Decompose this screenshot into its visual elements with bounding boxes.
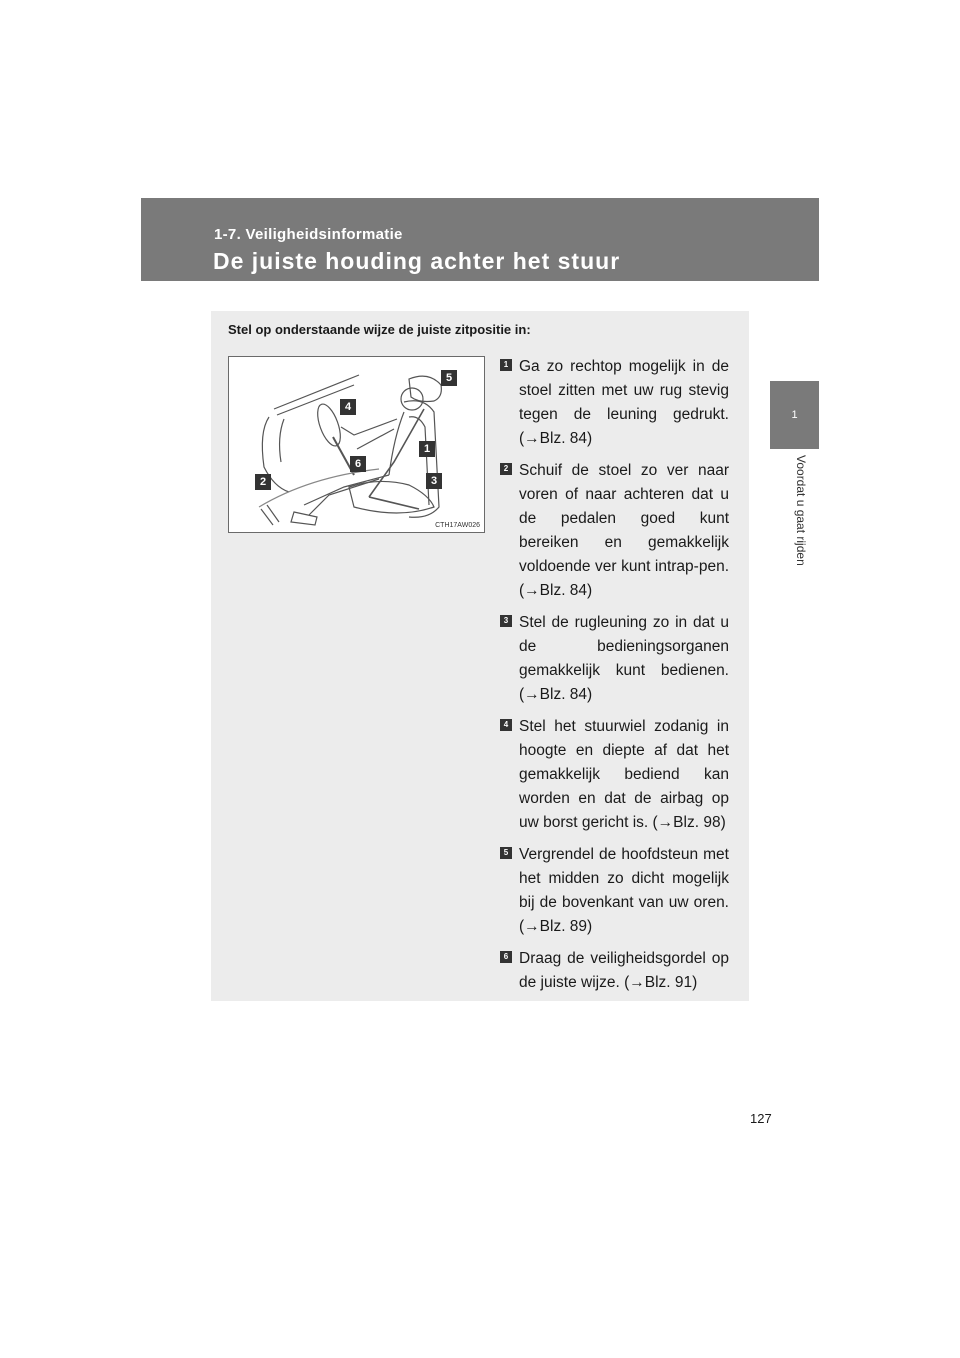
- step-number-badge: 3: [500, 615, 512, 627]
- step-number-badge: 6: [500, 951, 512, 963]
- list-item: [497, 459, 729, 603]
- page-number: 127: [750, 1111, 772, 1126]
- list-item: [497, 843, 729, 939]
- chapter-number: 1: [791, 409, 798, 421]
- figure-code: CTH17AW026: [435, 522, 480, 529]
- callout-badge: 6: [350, 456, 366, 472]
- callout-badge: 2: [255, 474, 271, 490]
- section-label: 1-7. Veiligheidsinformatie: [214, 226, 403, 243]
- page-title: De juiste houding achter het stuur: [213, 248, 621, 274]
- step-text: Stel de rugleuning zo in dat u de bedieningsorganen gemakkelijk kunt bedienen. (→Blz. 84): [519, 614, 729, 703]
- list-item: [497, 715, 729, 835]
- callout-badge: 3: [426, 473, 442, 489]
- step-text: Schuif de stoel zo ver naar voren of naar achteren dat u de pedalen goed kunt bereiken en gemakkelijk voldoende ver kunt intrap-pen. (→Blz. 84): [519, 462, 729, 599]
- step-text: Vergrendel de hoofdsteun met het midden zo dicht mogelijk bij de bovenkant van uw oren. (→Blz. 89): [519, 846, 729, 935]
- callout-badge: 1: [419, 441, 435, 457]
- step-text: Ga zo rechtop mogelijk in de stoel zitten met uw rug stevig tegen de leuning gedrukt. (→Blz. 84): [519, 358, 729, 447]
- chapter-title: Voordat u gaat rijden: [794, 455, 808, 566]
- step-number-badge: 5: [500, 847, 512, 859]
- callout-badge: 4: [340, 399, 356, 415]
- content-panel: [211, 311, 749, 1001]
- step-text: Stel het stuurwiel zodanig in hoogte en diepte af dat het gemakkelijk bediend kan worden en dat de airbag op uw borst gericht is. (→Blz. 98): [519, 718, 729, 831]
- list-item: [497, 611, 729, 707]
- chapter-tab[interactable]: [770, 381, 819, 449]
- step-number-badge: 2: [500, 463, 512, 475]
- list-item: [497, 947, 729, 995]
- seating-position-illustration: [228, 356, 485, 533]
- list-item: [497, 355, 729, 451]
- intro-text: Stel op onderstaande wijze de juiste zitpositie in:: [228, 322, 531, 337]
- section-header: [141, 198, 819, 281]
- callout-badge: 5: [441, 370, 457, 386]
- instruction-list: [497, 355, 729, 1003]
- step-number-badge: 4: [500, 719, 512, 731]
- step-text: Draag de veiligheidsgordel op de juiste wijze. (→Blz. 91): [519, 950, 729, 991]
- step-number-badge: 1: [500, 359, 512, 371]
